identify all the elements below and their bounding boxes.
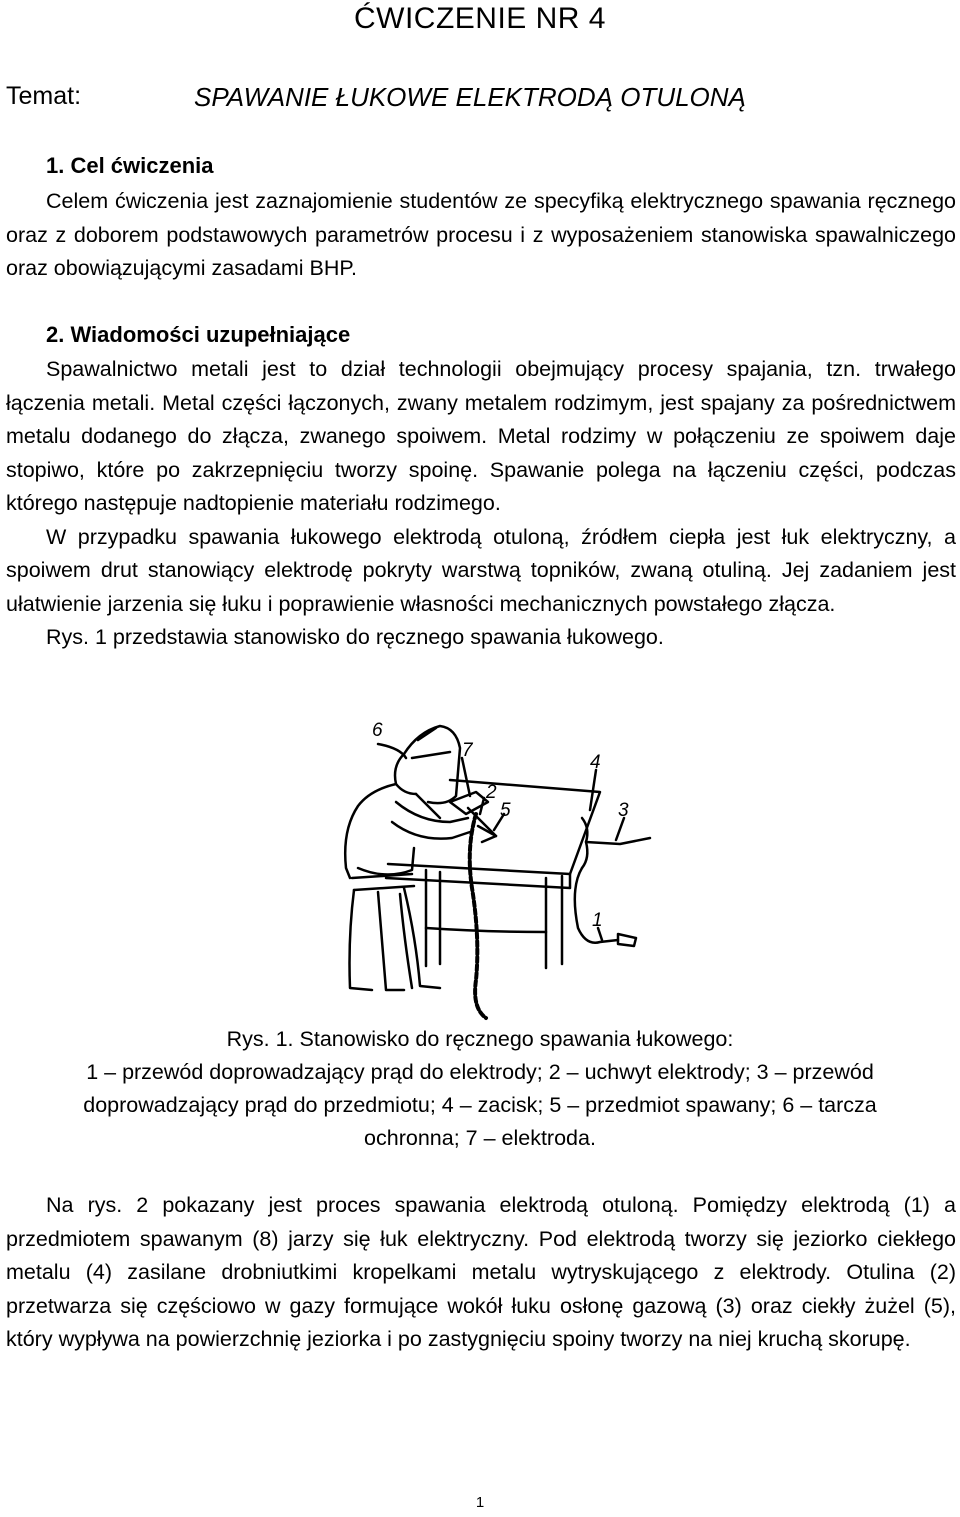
caption-line-2: 1 – przewód doprowadzający prąd do elektrody; 2 – uchwyt elektrody; 3 – przewód xyxy=(86,1060,874,1084)
electrode-cable xyxy=(470,814,486,1018)
figure-caption xyxy=(0,1023,960,1155)
welder-arm xyxy=(396,802,468,822)
document-title: ĆWICZENIE NR 4 xyxy=(353,2,606,35)
figure-label-5: 5 xyxy=(500,800,511,821)
workpiece-cable xyxy=(586,838,650,844)
section2-heading: 2. Wiadomości uzupełniające xyxy=(46,322,351,347)
closing-body xyxy=(6,1189,956,1357)
welder-leg-back xyxy=(350,890,373,990)
section2-paragraph-2: W przypadku spawania łukowego elektrodą otuloną, źródłem ciepła jest łuk elektryczny, a spoiwem drut stanowiący elektrodę pokryty warstwą topników, zwaną otuliną. Jej zadaniem jest ułatwienie jarzenia się łuku i poprawienie własności mechanicznych powstałego złącza. xyxy=(6,524,956,616)
figure-label-6: 6 xyxy=(372,720,383,741)
figure-label-2: 2 xyxy=(486,782,497,803)
figure-label-4: 4 xyxy=(590,752,601,773)
figure-label-1: 1 xyxy=(592,910,603,931)
figure-label-3: 3 xyxy=(618,800,629,821)
closing-paragraph: Na rys. 2 pokazany jest proces spawania elektrodą otuloną. Pomiędzy elektrodą (1) a przedmiotem spawanym (8) jarzy się łuk elektryczny. Pod elektrodą tworzy się jeziorko ciekłego metalu (4) zasilane drobniutkimi kropelkami metalu wytryskującego z elektrody. Otulina (2) przetwarza się częściowo w gazy formujące wokół łuku osłonę gazową (3) oraz ciekły żużel (5), który wypływa na powierzchnię jeziorka i po zastygnięciu spoiny tworzy na niej kruchą skorupę. xyxy=(6,1193,956,1351)
section2-paragraph-3: Rys. 1 przedstawia stanowisko do ręcznego spawania łukowego. xyxy=(46,625,664,649)
caption-line-3: doprowadzający prąd do przedmiotu; 4 – zacisk; 5 – przedmiot spawany; 6 – tarcza xyxy=(83,1093,877,1117)
caption-line-1: Rys. 1. Stanowisko do ręcznego spawania łukowego: xyxy=(226,1027,734,1051)
section1-heading: 1. Cel ćwiczenia xyxy=(46,153,214,178)
helmet-outline xyxy=(404,726,460,803)
welding-station-figure xyxy=(300,718,670,1023)
topic-label: Temat: xyxy=(6,82,82,110)
section1-text: Celem ćwiczenia jest zaznajomienie studentów ze specyfiką elektrycznego spawania ręcznego oraz z doborem podstawowych parametrów procesu i z wyposażeniem stanowiska spawalniczego oraz obowiązującymi zasadami BHP. xyxy=(6,189,956,280)
section2-paragraph-1: Spawalnictwo metali jest to dział technologii obejmujący procesy spajania, tzn. trwałego łączenia metali. Metal części łączonych, zwany metalem rodzimym, jest spajany za pośrednictwem metalu dodanego do złącza, zwanego spoiwem. Metal rodzimy w połączeniu ze spoiwem daje stopiwo, które po zakrzepnięciu tworzy spoinę. Spawanie polega na łączeniu części, podczas którego następuje nadtopienie materiału rodzimego. xyxy=(6,357,956,515)
figure-label-7: 7 xyxy=(462,740,473,761)
topic-value: SPAWANIE ŁUKOWE ELEKTRODĄ OTULONĄ xyxy=(194,82,746,112)
page-number: 1 xyxy=(475,1494,485,1511)
caption-line-4: ochronna; 7 – elektroda. xyxy=(364,1126,596,1150)
section1-body xyxy=(6,185,956,286)
section2-body xyxy=(6,353,956,655)
